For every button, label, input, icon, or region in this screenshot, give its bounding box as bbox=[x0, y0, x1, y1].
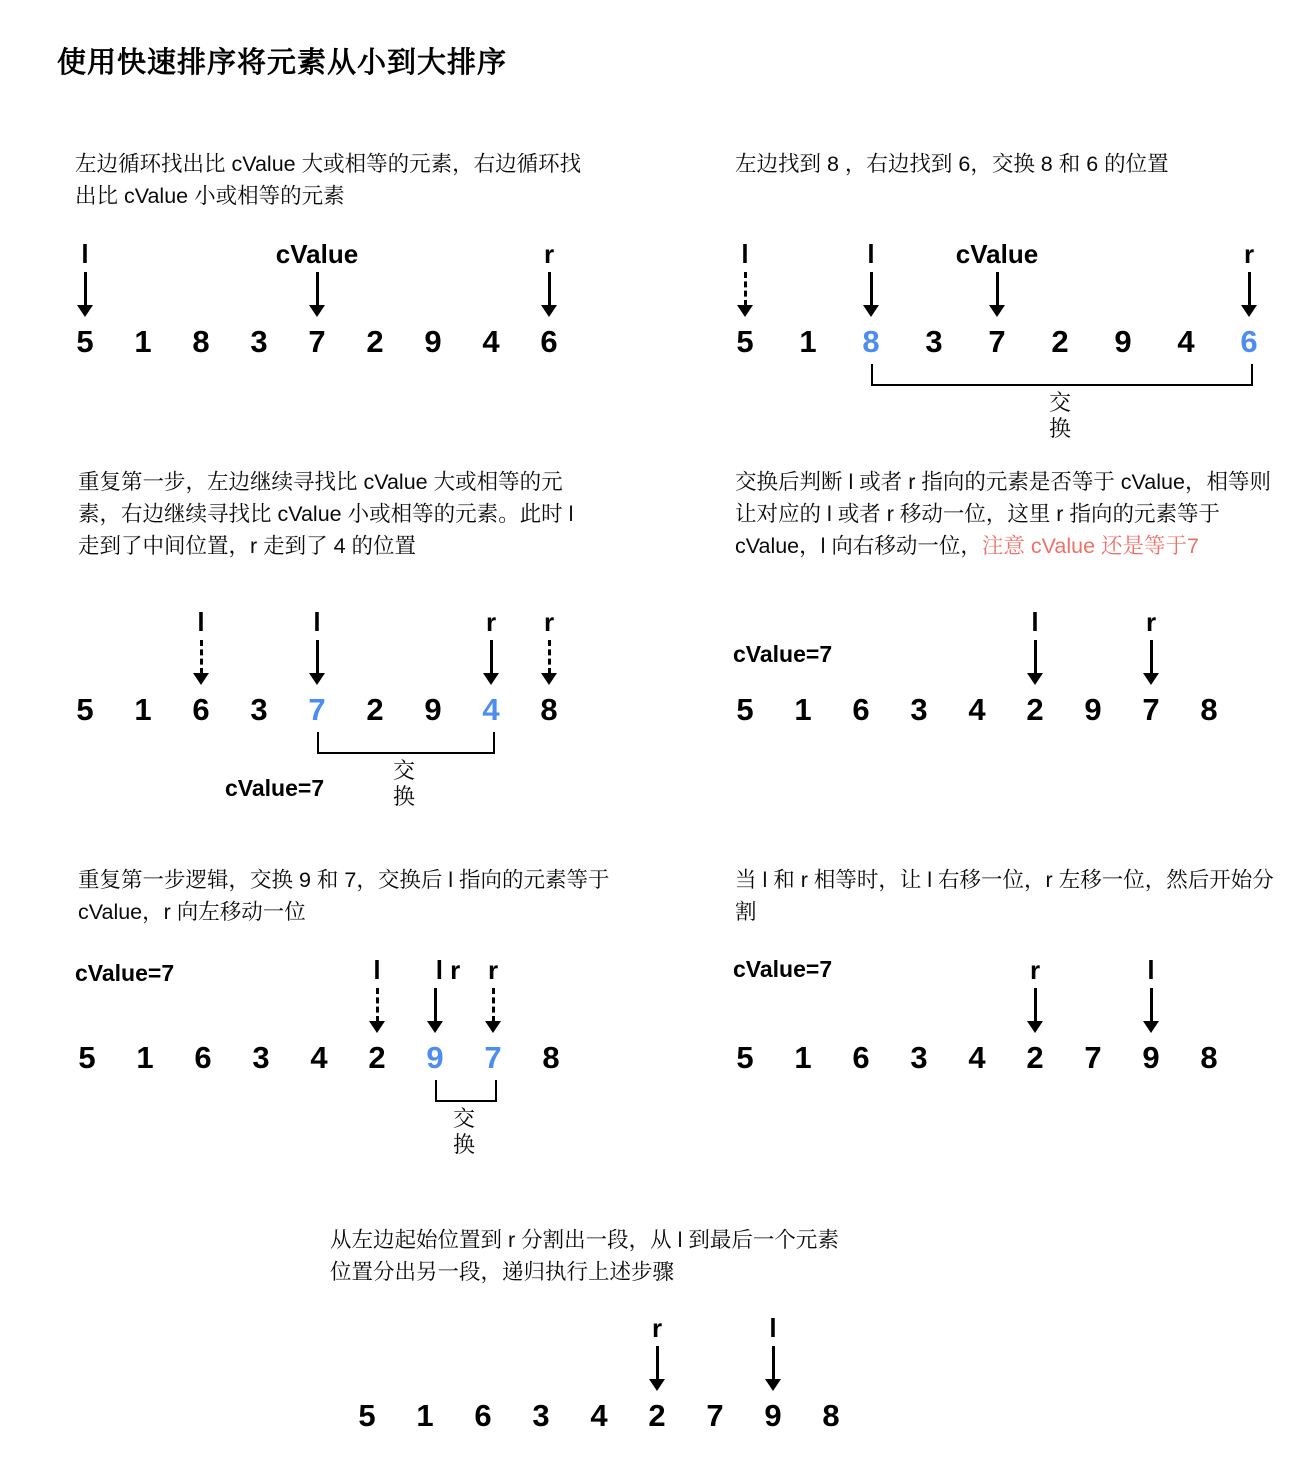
pointer-label-l: l bbox=[867, 239, 875, 269]
array-number: 7 bbox=[1084, 1040, 1102, 1075]
panel-text bbox=[735, 148, 1283, 180]
arrow-head-icon bbox=[541, 305, 557, 317]
arrow-head-icon bbox=[193, 673, 209, 685]
array-number: 1 bbox=[136, 1040, 154, 1075]
arrow-head-icon bbox=[485, 1021, 501, 1033]
array-number: 6 bbox=[192, 692, 210, 727]
down-arrow-icon bbox=[1150, 988, 1153, 1022]
array-number: 5 bbox=[736, 1040, 754, 1075]
array-number: 2 bbox=[366, 324, 384, 359]
array-number: 3 bbox=[910, 1040, 928, 1075]
description-text: 交换后判断 l 或者 r 指向的元素是否等于 cValue，相等则让对应的 l 或者 r 移动一位，这里 r 指向的元素等于 cValue，l 向右移动一位， bbox=[735, 470, 1271, 558]
array-number: 2 bbox=[1026, 1040, 1044, 1075]
cvalue-label: cValue=7 bbox=[733, 956, 833, 982]
panel-text bbox=[75, 148, 600, 212]
array-number: 8 bbox=[542, 1040, 560, 1075]
pointer-label-r: r bbox=[543, 239, 555, 269]
cvalue-label: cValue=7 bbox=[225, 775, 325, 801]
arrow-head-icon bbox=[737, 305, 753, 317]
array-number: 8 bbox=[1200, 692, 1218, 727]
down-arrow-icon bbox=[548, 640, 551, 674]
pointer-label-l-r: l r bbox=[435, 955, 461, 985]
pointer-label-r: r bbox=[485, 607, 497, 637]
pointer-label-cValue: cValue bbox=[955, 239, 1039, 269]
down-arrow-icon bbox=[996, 272, 999, 306]
array-number: 7 bbox=[988, 324, 1006, 359]
cvalue-label: cValue=7 bbox=[733, 641, 833, 667]
array-number: 1 bbox=[134, 692, 152, 727]
array-number: 1 bbox=[794, 692, 812, 727]
pointer-label-cValue: cValue bbox=[275, 239, 359, 269]
array-number: 7 bbox=[308, 692, 326, 727]
array-number: 9 bbox=[1114, 324, 1132, 359]
array-number: 7 bbox=[706, 1398, 724, 1433]
down-arrow-icon bbox=[656, 1346, 659, 1380]
array-number: 6 bbox=[852, 692, 870, 727]
array-number: 5 bbox=[76, 692, 94, 727]
pointer-label-r: r bbox=[1243, 239, 1255, 269]
down-arrow-icon bbox=[1248, 272, 1251, 306]
arrow-head-icon bbox=[369, 1021, 385, 1033]
down-arrow-icon bbox=[1034, 988, 1037, 1022]
array-number: 9 bbox=[1084, 692, 1102, 727]
array-number: 6 bbox=[474, 1398, 492, 1433]
arrow-head-icon bbox=[1143, 1021, 1159, 1033]
swap-label: 交换 bbox=[392, 758, 416, 809]
arrow-head-icon bbox=[483, 673, 499, 685]
swap-label: 交换 bbox=[1048, 390, 1072, 441]
pointer-label-l: l bbox=[197, 607, 205, 637]
pointer-label-l: l bbox=[1147, 955, 1155, 985]
pointer-label-l: l bbox=[313, 607, 321, 637]
array-number: 2 bbox=[368, 1040, 386, 1075]
pointer-label-l: l bbox=[1031, 607, 1039, 637]
pointer-label-l: l bbox=[81, 239, 89, 269]
arrow-head-icon bbox=[989, 305, 1005, 317]
array-number: 5 bbox=[736, 324, 754, 359]
description-text: 左边找到 8 ，右边找到 6，交换 8 和 6 的位置 bbox=[735, 152, 1169, 176]
pointer-label-l: l bbox=[373, 955, 381, 985]
description-text: 重复第一步逻辑，交换 9 和 7，交换后 l 指向的元素等于 cValue，r 向左移动一位 bbox=[78, 868, 610, 924]
array-number: 3 bbox=[250, 692, 268, 727]
swap-label: 交换 bbox=[452, 1106, 476, 1157]
array-number: 7 bbox=[308, 324, 326, 359]
arrow-head-icon bbox=[1027, 673, 1043, 685]
array-number: 6 bbox=[194, 1040, 212, 1075]
array-number: 6 bbox=[852, 1040, 870, 1075]
page-title: 使用快速排序将元素从小到大排序 bbox=[57, 47, 508, 79]
arrow-head-icon bbox=[765, 1379, 781, 1391]
array-number: 3 bbox=[925, 324, 943, 359]
array-number: 9 bbox=[426, 1040, 444, 1075]
array-number: 2 bbox=[366, 692, 384, 727]
swap-bracket bbox=[317, 732, 495, 754]
array-number: 8 bbox=[1200, 1040, 1218, 1075]
panel-text bbox=[735, 864, 1283, 928]
array-number: 2 bbox=[1026, 692, 1044, 727]
arrow-head-icon bbox=[863, 305, 879, 317]
array-number: 4 bbox=[968, 692, 986, 727]
array-number: 6 bbox=[1240, 324, 1258, 359]
pointer-label-l: l bbox=[741, 239, 749, 269]
array-number: 4 bbox=[310, 1040, 328, 1075]
arrow-head-icon bbox=[77, 305, 93, 317]
arrow-head-icon bbox=[309, 305, 325, 317]
arrow-head-icon bbox=[1241, 305, 1257, 317]
array-number: 7 bbox=[1142, 692, 1160, 727]
swap-bracket bbox=[871, 364, 1253, 386]
array-number: 3 bbox=[252, 1040, 270, 1075]
arrow-head-icon bbox=[309, 673, 325, 685]
array-number: 1 bbox=[794, 1040, 812, 1075]
array-number: 1 bbox=[416, 1398, 434, 1433]
description-text: 重复第一步，左边继续寻找比 cValue 大或相等的元素，右边继续寻找比 cValue 小或相等的元素。此时 l 走到了中间位置，r 走到了 4 的位置 bbox=[78, 470, 574, 558]
down-arrow-icon bbox=[548, 272, 551, 306]
down-arrow-icon bbox=[1034, 640, 1037, 674]
note-text: 注意 cValue 还是等于7 bbox=[981, 534, 1199, 558]
array-number: 5 bbox=[736, 692, 754, 727]
array-number: 9 bbox=[764, 1398, 782, 1433]
down-arrow-icon bbox=[84, 272, 87, 306]
array-number: 8 bbox=[862, 324, 880, 359]
array-number: 4 bbox=[1177, 324, 1195, 359]
array-number: 4 bbox=[590, 1398, 608, 1433]
arrow-head-icon bbox=[1143, 673, 1159, 685]
array-number: 9 bbox=[424, 324, 442, 359]
array-number: 6 bbox=[540, 324, 558, 359]
down-arrow-icon bbox=[772, 1346, 775, 1380]
panel-text bbox=[735, 466, 1283, 562]
panel-text bbox=[78, 864, 613, 928]
array-number: 4 bbox=[482, 692, 500, 727]
down-arrow-icon bbox=[744, 272, 747, 306]
down-arrow-icon bbox=[870, 272, 873, 306]
array-number: 4 bbox=[482, 324, 500, 359]
cvalue-label: cValue=7 bbox=[75, 960, 175, 986]
panel-text bbox=[330, 1224, 855, 1288]
arrow-head-icon bbox=[1027, 1021, 1043, 1033]
pointer-label-r: r bbox=[1029, 955, 1041, 985]
down-arrow-icon bbox=[200, 640, 203, 674]
array-number: 3 bbox=[910, 692, 928, 727]
array-number: 3 bbox=[250, 324, 268, 359]
down-arrow-icon bbox=[434, 988, 437, 1022]
pointer-label-l: l bbox=[769, 1313, 777, 1343]
array-number: 1 bbox=[799, 324, 817, 359]
array-number: 9 bbox=[424, 692, 442, 727]
pointer-label-r: r bbox=[651, 1313, 663, 1343]
array-number: 4 bbox=[968, 1040, 986, 1075]
array-number: 8 bbox=[822, 1398, 840, 1433]
pointer-label-r: r bbox=[1145, 607, 1157, 637]
array-number: 8 bbox=[192, 324, 210, 359]
arrow-head-icon bbox=[649, 1379, 665, 1391]
array-number: 2 bbox=[648, 1398, 666, 1433]
description-text: 左边循环找出比 cValue 大或相等的元素，右边循环找出比 cValue 小或相等的元素 bbox=[75, 152, 582, 208]
pointer-label-r: r bbox=[487, 955, 499, 985]
array-number: 2 bbox=[1051, 324, 1069, 359]
arrow-head-icon bbox=[541, 673, 557, 685]
array-number: 3 bbox=[532, 1398, 550, 1433]
panel-text bbox=[78, 466, 593, 562]
down-arrow-icon bbox=[492, 988, 495, 1022]
down-arrow-icon bbox=[376, 988, 379, 1022]
array-number: 9 bbox=[1142, 1040, 1160, 1075]
down-arrow-icon bbox=[316, 272, 319, 306]
description-text: 当 l 和 r 相等时，让 l 右移一位，r 左移一位，然后开始分割 bbox=[735, 868, 1274, 924]
down-arrow-icon bbox=[1150, 640, 1153, 674]
pointer-label-r: r bbox=[543, 607, 555, 637]
array-number: 1 bbox=[134, 324, 152, 359]
array-number: 5 bbox=[76, 324, 94, 359]
arrow-head-icon bbox=[427, 1021, 443, 1033]
array-number: 5 bbox=[358, 1398, 376, 1433]
description-text: 从左边起始位置到 r 分割出一段，从 l 到最后一个元素位置分出另一段，递归执行上述步骤 bbox=[330, 1228, 839, 1284]
swap-bracket bbox=[435, 1080, 497, 1102]
down-arrow-icon bbox=[316, 640, 319, 674]
array-number: 5 bbox=[78, 1040, 96, 1075]
array-number: 7 bbox=[484, 1040, 502, 1075]
down-arrow-icon bbox=[490, 640, 493, 674]
array-number: 8 bbox=[540, 692, 558, 727]
